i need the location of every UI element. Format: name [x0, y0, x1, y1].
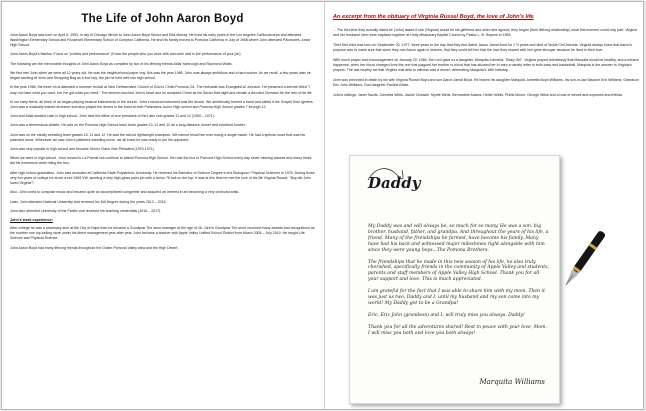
- flourish-ornament: [366, 164, 406, 184]
- paragraph: The following are the memorable thoughts of John Aaron Boyd as compiled by two of his lifelong friends Adiai Yarbrough and Raymond Watts.: [10, 61, 233, 66]
- poem-stanza: The friendships that he made in this new season of his life, he also truly cherished, specifically friends in the community of Apple Valley and students, parents and staff members of Apple Valley High School. Thank you for all your support and love. This is much appreciated.: [368, 259, 549, 283]
- paragraph: John was a tremendous athlete. He was on the Pomona High School track team grades 10, 11 and 12 as a long-distance runner and excellent hurdler.: [10, 123, 246, 128]
- paragraph: Later, John attended National University and received his MA Degree during the years 2012 – 2015.: [10, 199, 167, 204]
- poem-stanza: Eric, Eric John (grandson) and I, will truly miss you always, Daddy!: [368, 312, 525, 318]
- paragraph: John also attended University of the Pacific and received his teaching credentials (2016 – 2017).: [10, 208, 162, 213]
- paragraph: We first met John when we were all 12 years old. He was the neighborhood paper boy; this was the year 1965. John was always ambitious and a hard worker. As we recall, a few years later he began working at Vons and Shopping Bag as a box boy, the job he held well into high school.: [10, 71, 311, 81]
- poem-card: [349, 155, 560, 404]
- page-fold: [324, 2, 325, 410]
- paragraph: After high school graduation, John was accepted at California State Polytechnic University. He received his Bachelor of Science Degree in the Biological / Physical Sciences in 1976. During those very fun years of college he drove a red 1969 VW, sporting a very high-gloss paint job with a Union 76 ball on the top. It was at this time he met the love of his life Virginia Russel. "Boy did John loved Virginia"!: [10, 170, 315, 185]
- paragraph: Also, John loved to compose music and became quite an accomplished songwriter and acquired an interest in art becoming a very profound artist.: [10, 190, 240, 195]
- poem-stanza: I am grateful for the fact that I was able to share him with my mom. Then it was just us two, Daddy and I, until my husband and my son came into my world! My Daddy got to be a Grandpa!: [368, 289, 545, 306]
- paragraph: ... The first time they actually dated he (John) asked if she (Virginia) would be his girlfriend and when she agreed, they began (their lifelong relationship) what this moment could only part. Virginia and her husband John were baptized together at Unity Missionary Baptist Church by Pastor L. B. Haynes in 1983.: [333, 28, 638, 37]
- poem-heading: Daddy: [368, 174, 421, 192]
- paragraph: After college he was a pharmacy tech at the City of Hope then he became a Goodyear Tire store manager at the age of 26. John's Goodyear Tire store received many awards and recognitions as the number one top-selling store under his direct management year after year. John became a teacher with Apple Valley Unified School District from March 2005 – July 2019. He taught Life Science and Physical Science.: [10, 226, 315, 241]
- poem-signature: Marquita Williams: [479, 378, 545, 386]
- poem-stanza: Thank you for all the adventures shared! Rest in peace with your love, Mom. I will miss you both and love you both always!: [368, 324, 547, 336]
- paragraph: John Aaron Boyd was born on April 6, 1953, in city of Chicago Illinois to John Aaron Boyd Senior and Etta Murray. He lived his early years in the Los Angeles California area and attended Washington Elementary School and Roosevelt Elementary School of Compton California. He and his family moved to Pomona California in July of 1965 where John attended Palomares Junior High School.: [10, 33, 311, 48]
- paragraph: In the year 1966, the three of us attended a summer revival at New Gethsemane Church of God in Christ Pomona CA. The revivalist was Evangelist Al Johnson. He preached a sermon titled "I may not have what you want, but I've got what you need". The sermon touched John's heart and he accepted Christ as his Savior that night and remain a devoted Christian for the rest of his life.: [10, 85, 313, 95]
- poem-body: [368, 224, 550, 343]
- paragraph: In our early teens, all three of us began playing musical instruments in the church. John's musical instrument was the drums. We ambitiously formed a band and called it the Gospel Soul Igniters. John was a musically trained drummer and also played the drums in the band at both Palomares Junior High school and Pomona High School grades 7 through 12.: [10, 99, 314, 109]
- page-title: The Life of John Aaron Boyd: [81, 13, 244, 25]
- paragraph: John Aaron Boyd's Mantra: Focus on "politics and performance" (Know the people who you work with and work well in the performance of your job): [10, 52, 241, 57]
- paragraph: With much prayer and encouragement on January 20, 1984, the Lord gave us a daughter, Marquita Johnetta, "Baby Girl". Virginia prayed relentlessly that Marquita would be healthy, and a miracle happened, when her blood changed from the one that plagued her brother to blood that has allowed her to earn a variety letter in both track and basketball. Marquita is the answer to Virginia's prayers. The last healthy act that Virginia was able to witness was a dinner, celebrating Marquita's 18th birthday.: [333, 58, 639, 72]
- poem-stanza: My Daddy was and will always be, so much for so many. He was a son, big brother, husband, father, and grandpa. And throughout the years of his life, a friend. Many of the friendships he formed, have become his family. Many have had his back and witnessed major milestones right alongside with him since they were young boys...The Pomona Brothers.: [368, 224, 549, 253]
- work-experience-heading: John's work experience:: [10, 218, 53, 223]
- paragraph: When we were in high school, John moved to La Puente but continue to attend Pomona High School. He rode the bus to Pomona High School every day never missing classes and many times did his homework while riding the bus.: [10, 156, 312, 166]
- right-page: [333, 10, 639, 103]
- paragraph: John and Adiai studied Latin in high school. John held the office of vice president of the Latin club grades 11 and 12 (1969 – 1971).: [10, 114, 215, 119]
- obituary-excerpt-heading: An excerpt from the obituary of Virginia Russel Boyd, the love of John's life: [333, 14, 534, 20]
- paragraph: John was on the varsity wrestling team grades 10, 11 and 12. He was the school lightweight champion. We cannot recall him ever losing a single match. He had a special move that was his patented move. Whenever we saw John's patented wrestling move, we all knew he was ready to pin his opponent.: [10, 132, 306, 142]
- paragraph: John was very popular in high school and became Senior Class Vice President (1970-1971).: [10, 147, 155, 152]
- paragraph: John was preceded in death by his wife Virginia Russel Boyd and son Aaron Jamal Boyd. He leaves his daughter Marquita Johnetta Boyd Williams, his son-in-law Maurice Eric Williams, Grandson Eric John Williams, God daughter Pauline Blake.: [333, 78, 639, 87]
- left-page: [10, 7, 315, 255]
- paragraph: John Aaron Boyd had many lifelong friends throughout the Grater Pomona Valley area and the High Desert.: [10, 245, 179, 250]
- fountain-pen-icon: [540, 225, 620, 305]
- paragraph: Their first child was born on September 20, 1977, three years to the day that they first dated. Aaron Jamal lived for 2 ½ years and died of Sickle Cell Anemia. Virginia always knew that Aaron's purpose was to make sure that when they met Aaron again in heaven, that they could tell him that the love they shared with him grew stronger because he lived in their love.: [333, 43, 632, 52]
- paragraph: John's siblings: Janet Sands, Johnetta Wells, Jackie Cheadle, Myrtle Wells, Bernardine Adams, Hellen Wells, Phillis Moore, George Wells and a host of nieces and nephews and friends.: [333, 93, 624, 97]
